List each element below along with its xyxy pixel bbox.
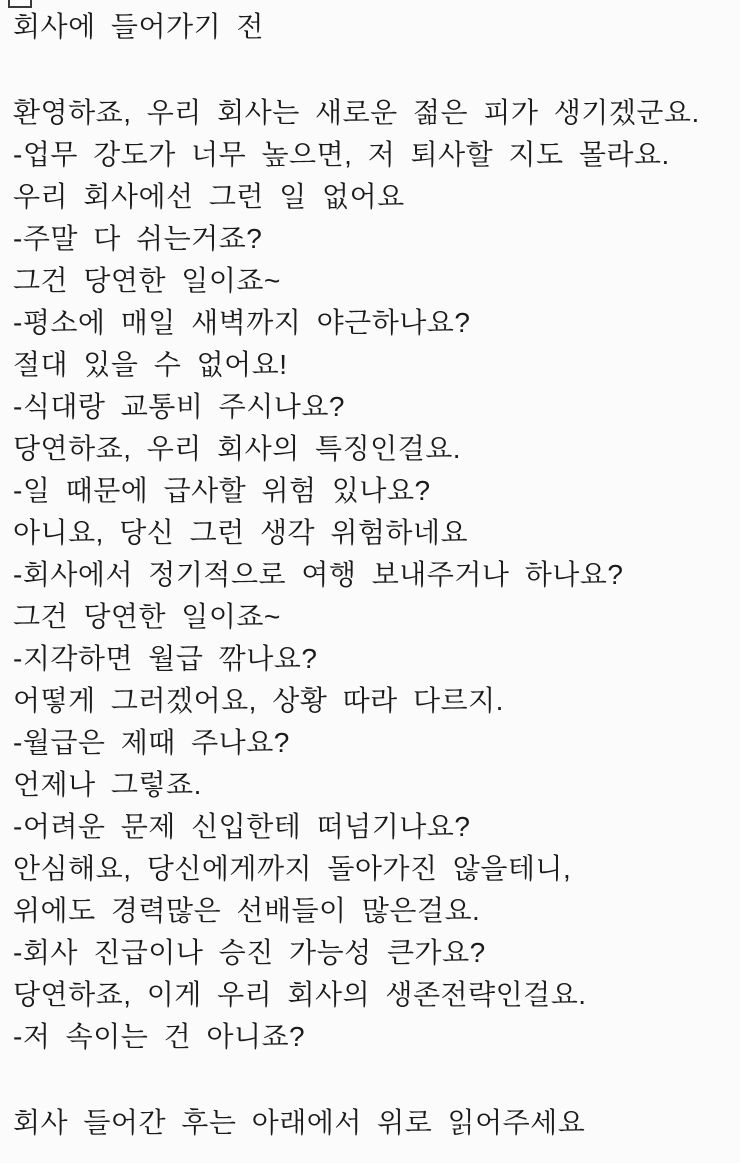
text-line: -어려운 문제 신입한테 떠넘기나요? — [13, 811, 471, 842]
text-line: -주말 다 쉬는거죠? — [13, 223, 263, 254]
text-line: 당연하죠, 이게 우리 회사의 생존전략인걸요. — [13, 979, 587, 1010]
document-title: 회사에 들어가기 전 — [13, 11, 264, 42]
text-line: 환영하죠, 우리 회사는 새로운 젊은 피가 생기겠군요. — [13, 97, 700, 128]
text-line: -회사에서 정기적으로 여행 보내주거나 하나요? — [13, 559, 624, 590]
text-line: 언제나 그렇죠. — [13, 769, 202, 800]
text-line: 절대 있을 수 없어요! — [13, 349, 288, 380]
text-line: 위에도 경력많은 선배들이 많은걸요. — [13, 895, 481, 926]
text-line: 아니요, 당신 그런 생각 위험하네요 — [13, 517, 469, 548]
text-line: 어떻게 그러겠어요, 상황 따라 다르지. — [13, 685, 504, 716]
text-line: -저 속이는 건 아니죠? — [13, 1021, 306, 1052]
blank-gap — [13, 48, 740, 92]
document-content — [13, 6, 740, 1144]
text-line: -업무 강도가 너무 높으면, 저 퇴사할 지도 몰라요. — [13, 139, 670, 170]
text-line: 그건 당연한 일이죠~ — [13, 265, 281, 296]
text-line: 우리 회사에선 그런 일 없어요 — [13, 181, 405, 212]
text-line: -회사 진급이나 승진 가능성 큰가요? — [13, 937, 486, 968]
text-line: -식대랑 교통비 주시나요? — [13, 391, 345, 422]
text-line: -월급은 제때 주나요? — [13, 727, 290, 758]
text-line: 당연하죠, 우리 회사의 특징인걸요. — [13, 433, 462, 464]
text-line: 그건 당연한 일이죠~ — [13, 601, 281, 632]
blank-gap — [13, 1058, 740, 1102]
text-line: -평소에 매일 새벽까지 야근하나요? — [13, 307, 471, 338]
text-line: -지각하면 월급 깎나요? — [13, 643, 318, 674]
text-line: 안심해요, 당신에게까지 돌아가진 않을테니, — [13, 853, 572, 884]
text-line: -일 때문에 급사할 위험 있나요? — [13, 475, 431, 506]
document-footer: 회사 들어간 후는 아래에서 위로 읽어주세요 — [13, 1107, 586, 1138]
